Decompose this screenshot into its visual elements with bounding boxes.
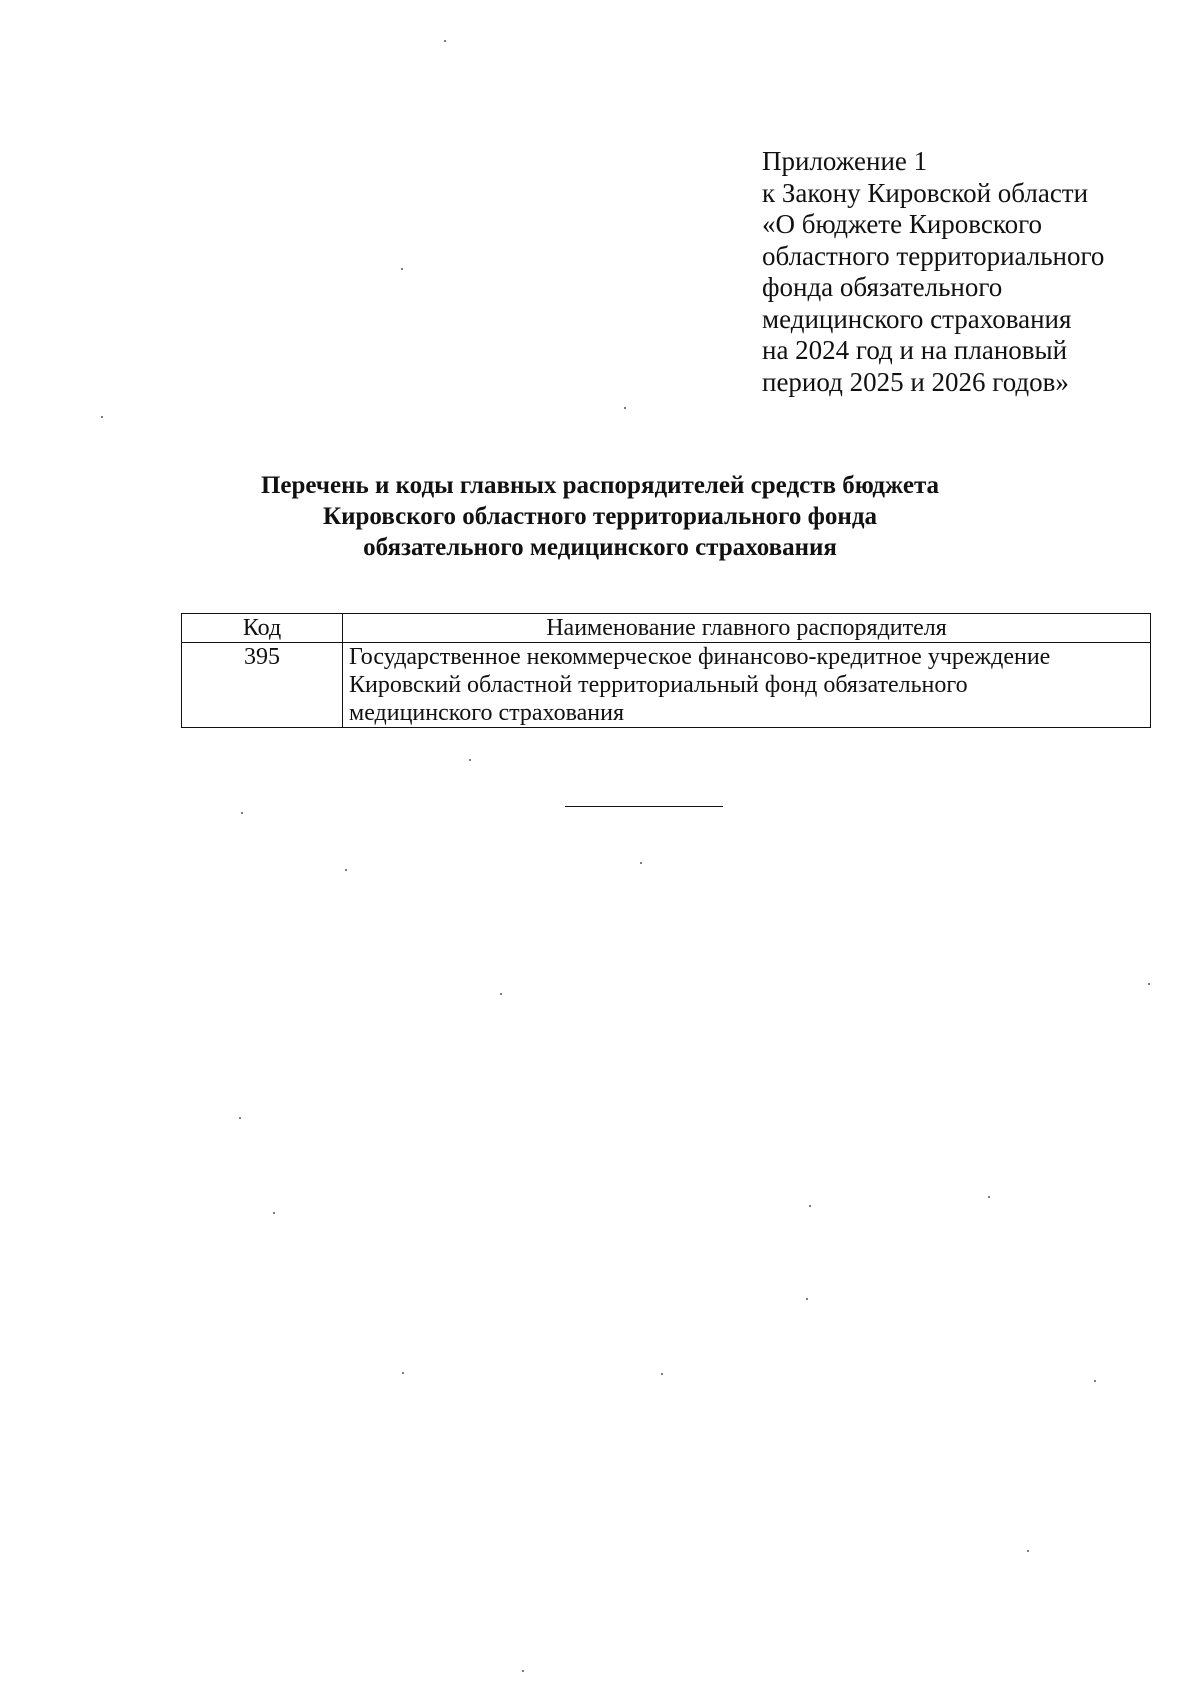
appendix-line: фонда обязательного — [762, 272, 1003, 302]
name-cell — [343, 643, 1151, 728]
name-cell-line: медицинского страхования — [349, 700, 625, 726]
table-header-row — [182, 614, 1151, 643]
appendix-line: на 2024 год и на плановый — [762, 335, 1068, 365]
appendix-line: Приложение 1 — [762, 146, 928, 176]
name-column-header: Наименование главного распорядителя — [343, 614, 1151, 643]
document-title — [150, 470, 1050, 563]
name-cell-line: Кировский областной территориальный фонд обязательного — [349, 672, 968, 698]
end-divider-line — [565, 806, 723, 807]
title-line: Кировского областного территориального фонда — [323, 503, 877, 530]
administrators-table — [181, 613, 1151, 728]
table-row — [182, 643, 1151, 728]
title-line: обязательного медицинского страхования — [363, 534, 837, 561]
code-cell: 395 — [182, 643, 343, 728]
name-cell-line: Государственное некоммерческое финансово-кредитное учреждение — [349, 644, 1051, 670]
appendix-line: период 2025 и 2026 годов» — [762, 366, 1069, 397]
appendix-line: областного территориального — [762, 240, 1105, 271]
code-column-header: Код — [182, 614, 343, 643]
appendix-line: «О бюджете Кировского — [762, 209, 1043, 239]
title-line: Перечень и коды главных распорядителей средств бюджета — [260, 472, 940, 499]
appendix-line: медицинского страхования — [762, 303, 1072, 334]
appendix-note — [762, 146, 1182, 398]
appendix-line: к Закону Кировской области — [762, 177, 1089, 208]
